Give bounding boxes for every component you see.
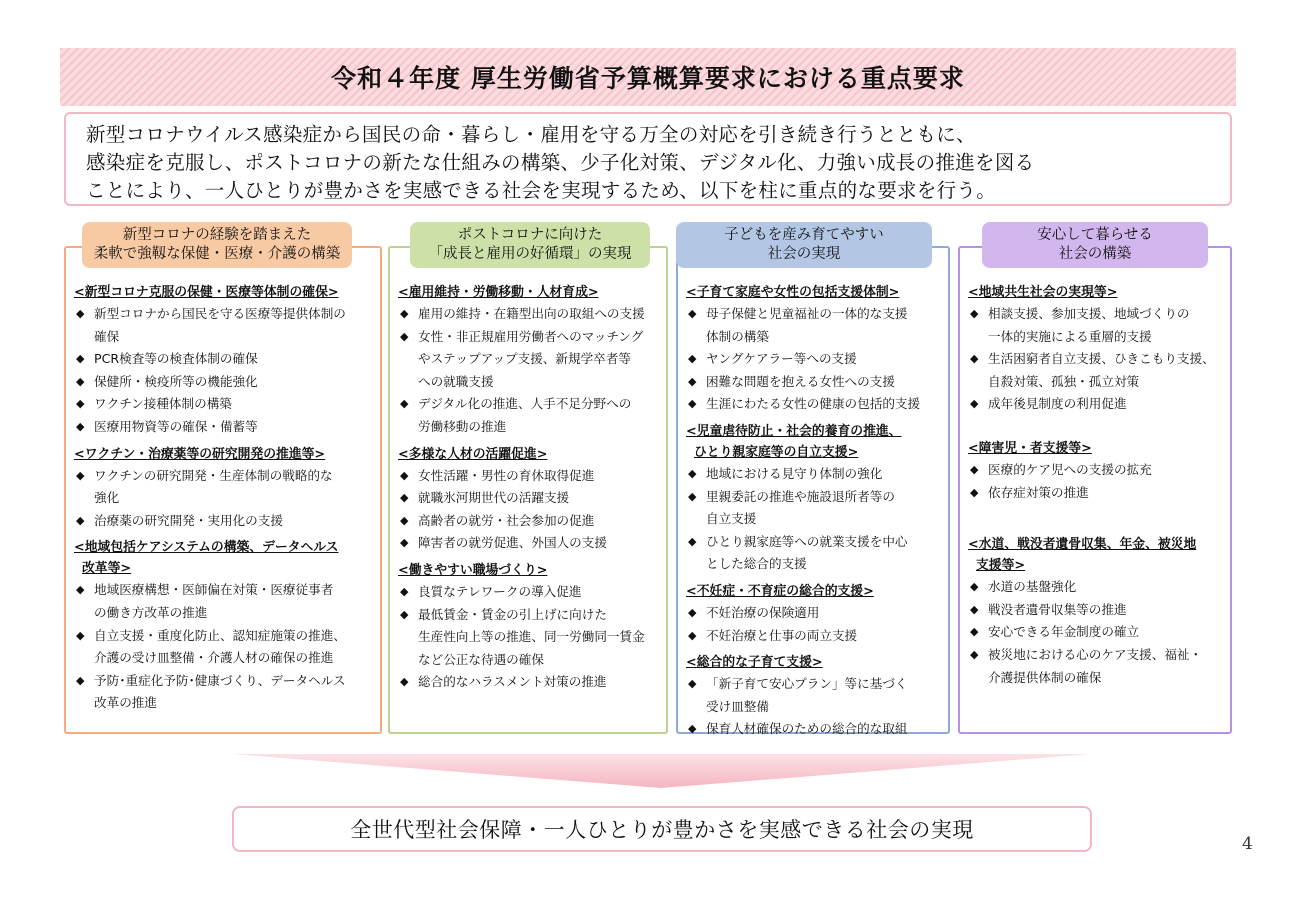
pillar-heading — [982, 222, 1208, 268]
intro-line: ことにより、一人ひとりが豊かさを実感できる社会を実現するため、以下を柱に重点的な要求を行う。 — [86, 179, 997, 202]
diamond-bullet-icon: ◆ — [688, 534, 697, 548]
section-title — [398, 282, 658, 303]
item-list — [74, 465, 372, 533]
diamond-bullet-icon: ◆ — [688, 307, 697, 320]
list-item-line: 自殺対策、孤独・孤立対策 — [988, 373, 1140, 389]
diamond-bullet-icon: ◆ — [970, 625, 979, 639]
list-item — [74, 510, 372, 533]
list-item-line: 医療用物資等の確保・備蓄等 — [94, 418, 258, 434]
item-list — [686, 602, 940, 647]
list-item — [686, 673, 940, 718]
section-title-line: <地域包括ケアシステムの構築、データヘルス — [74, 540, 339, 556]
diamond-bullet-icon: ◆ — [76, 419, 85, 433]
diamond-bullet-icon: ◆ — [76, 307, 85, 320]
list-item — [968, 621, 1222, 644]
section-title-line: <新型コロナ克服の保健・医療等体制の確保> — [74, 285, 339, 300]
list-item-line: 総合的なハラスメント対策の推進 — [418, 674, 607, 690]
diamond-bullet-icon: ◆ — [400, 329, 409, 343]
list-item — [686, 393, 940, 416]
list-item — [686, 486, 940, 531]
section-title-line: <水道、戦没者遺骨収集、年金、被災地 — [968, 537, 1197, 553]
section-title-line: <障害児・者支援等> — [968, 440, 1092, 456]
item-list — [686, 303, 940, 416]
pillar-heading — [82, 222, 352, 268]
intro-line: 感染症を克服し、ポストコロナの新たな仕組みの構築、少子化対策、デジタル化、力強い成長の推進を図る — [86, 151, 1035, 174]
list-item-line: 安心できる年金制度の確立 — [988, 624, 1140, 640]
list-item — [968, 644, 1222, 689]
list-item — [968, 576, 1222, 599]
section-title — [686, 421, 940, 463]
list-item-line: など公正な待遇の確保 — [418, 651, 544, 667]
list-item — [74, 670, 372, 715]
section-title-line: 支援等> — [976, 558, 1026, 574]
list-item — [398, 532, 658, 555]
item-list — [968, 459, 1222, 504]
diamond-bullet-icon: ◆ — [688, 722, 697, 736]
diamond-bullet-icon: ◆ — [970, 580, 979, 594]
list-item — [74, 303, 372, 348]
list-item-line: 相談支援、参加支援、地域づくりの — [988, 306, 1190, 321]
list-item — [686, 602, 940, 625]
list-item-line: PCR検査等の検査体制の確保 — [94, 351, 258, 367]
pillar-heading-line: 子どもを産み育てやすい — [724, 227, 884, 243]
page-title: 令和４年度 厚生労働省予算概算要求における重点要求 — [331, 64, 965, 93]
list-item-line: 不妊治療の保険適用 — [706, 604, 820, 620]
pillar-body — [388, 246, 668, 734]
list-item-line: 労働移動の推進 — [418, 418, 507, 434]
diamond-bullet-icon: ◆ — [400, 307, 409, 320]
list-item — [74, 465, 372, 510]
list-item — [968, 459, 1222, 482]
diamond-bullet-icon: ◆ — [688, 489, 697, 503]
list-item-line: 成年後見制度の利用促進 — [988, 396, 1127, 412]
diamond-bullet-icon: ◆ — [970, 485, 979, 499]
item-list — [74, 303, 372, 439]
list-item — [74, 393, 372, 416]
list-item — [686, 348, 940, 371]
diamond-bullet-icon: ◆ — [688, 677, 697, 691]
pillar-heading-line: 社会の構築 — [1058, 246, 1132, 262]
list-item-line: 生産性向上等の推進、同一労働同一賃金 — [418, 629, 645, 645]
list-item-line: への就職支援 — [418, 373, 494, 389]
list-item — [398, 604, 658, 672]
list-item-line: とした総合的支援 — [706, 556, 807, 572]
pillar-heading-line: ポストコロナに向けた — [457, 227, 603, 243]
section-title — [686, 581, 940, 602]
list-item — [398, 671, 658, 694]
list-item-line: やステップアップ支援、新規学卒者等 — [418, 351, 631, 367]
pillar-body — [958, 246, 1232, 734]
list-item — [398, 581, 658, 604]
list-item-line: 治療薬の研究開発・実用化の支援 — [94, 512, 283, 528]
item-list — [968, 303, 1222, 416]
section-title-line: 改革等> — [82, 561, 132, 577]
list-item-line: 地域における見守り体制の強化 — [706, 465, 883, 481]
section-title — [968, 534, 1222, 576]
item-list — [398, 465, 658, 555]
list-item-line: ワクチンの研究開発・生産体制の戦略的な — [94, 467, 333, 483]
intro-box — [64, 112, 1232, 206]
list-item-line: 水道の基盤強化 — [988, 579, 1077, 595]
list-item — [74, 579, 372, 624]
list-item — [686, 531, 940, 576]
list-item-line: ワクチン接種体制の構築 — [94, 396, 232, 412]
list-item-line: 就職氷河期世代の活躍支援 — [418, 490, 570, 506]
list-item-line: 保育人材確保のための総合的な取組 — [706, 721, 908, 737]
diamond-bullet-icon: ◆ — [76, 673, 85, 687]
section-title — [686, 652, 940, 673]
diamond-bullet-icon: ◆ — [970, 462, 979, 476]
diamond-bullet-icon: ◆ — [76, 583, 85, 597]
list-item-line: 確保 — [94, 328, 120, 344]
pillar-body — [676, 246, 950, 737]
list-item-line: 体制の構築 — [706, 328, 769, 344]
list-item-line: 困難な問題を抱える女性への支援 — [706, 373, 895, 389]
diamond-bullet-icon: ◆ — [76, 397, 85, 411]
diamond-bullet-icon: ◆ — [970, 647, 979, 661]
list-item-line: ひとり親家庭等への就業支援を中心 — [706, 533, 908, 549]
list-item-line: 不妊治療と仕事の両立支援 — [706, 627, 858, 643]
list-item-line: ヤングケアラー等への支援 — [706, 351, 857, 367]
list-item-line: 女性活躍・男性の育休取得促進 — [418, 467, 595, 483]
conclusion-text: 全世代型社会保障・一人ひとりが豊かさを実感できる社会の実現 — [350, 818, 974, 842]
intro-line: 新型コロナウイルス感染症から国民の命・暮らし・雇用を守る万全の対応を引き続き行うとともに、 — [86, 123, 976, 146]
diamond-bullet-icon: ◆ — [400, 536, 409, 550]
item-list — [74, 579, 372, 715]
diamond-bullet-icon: ◆ — [688, 466, 697, 480]
list-item-line: 最低賃金・賃金の引上げに向けた — [418, 606, 607, 622]
list-item — [968, 303, 1222, 348]
item-list — [686, 463, 940, 576]
list-item — [968, 599, 1222, 622]
list-item — [686, 371, 940, 394]
diamond-bullet-icon: ◆ — [970, 602, 979, 616]
list-item-line: の働き方改革の推進 — [94, 604, 208, 620]
diamond-bullet-icon: ◆ — [970, 397, 979, 411]
diamond-bullet-icon: ◆ — [688, 352, 697, 366]
diamond-bullet-icon: ◆ — [400, 397, 409, 411]
list-item — [74, 371, 372, 394]
pillar-heading — [676, 222, 932, 268]
page-number: 4 — [1242, 834, 1253, 854]
list-item-line: 地域医療構想・医師偏在対策・医療従事者 — [94, 582, 334, 598]
list-item-line: 受け皿整備 — [706, 698, 769, 714]
diamond-bullet-icon: ◆ — [970, 352, 979, 366]
list-item-line: 改革の推進 — [94, 695, 157, 711]
diamond-bullet-icon: ◆ — [76, 628, 85, 642]
section-title-line: ひとり親家庭等の自立支援> — [694, 444, 859, 460]
list-item-line: 母子保健と児童福祉の一体的な支援 — [706, 306, 908, 321]
list-item-line: 医療的ケア児への支援の拡充 — [988, 461, 1152, 477]
item-list — [968, 576, 1222, 689]
section-title-line: <児童虐待防止・社会的養育の推進、 — [686, 423, 902, 439]
list-item-line: 「新子育て安心プラン」等に基づく — [706, 676, 908, 692]
list-item — [686, 303, 940, 348]
list-item — [398, 303, 658, 326]
list-item-line: 被災地における心のケア支援、福祉・ — [988, 646, 1203, 662]
list-item-line: 強化 — [94, 490, 120, 506]
pillar-heading — [410, 222, 650, 268]
section-title — [968, 282, 1222, 303]
list-item — [74, 348, 372, 371]
diamond-bullet-icon: ◆ — [400, 468, 409, 482]
list-item — [74, 416, 372, 439]
down-arrow-icon — [232, 754, 1090, 788]
diamond-bullet-icon: ◆ — [400, 491, 409, 505]
list-item-line: 一体的実施による重層的支援 — [988, 328, 1152, 344]
list-item-line: 介護提供体制の確保 — [988, 669, 1102, 685]
diamond-bullet-icon: ◆ — [76, 513, 85, 527]
section-title — [968, 438, 1222, 459]
item-list — [686, 673, 940, 741]
section-title-line: <雇用維持・労働移動・人材育成> — [398, 285, 599, 300]
pillar-heading-line: 安心して暮らせる — [1037, 227, 1153, 243]
section-title — [74, 444, 372, 465]
diamond-bullet-icon: ◆ — [76, 352, 85, 366]
conclusion-box — [232, 806, 1092, 852]
list-item — [686, 718, 940, 741]
list-item-line: 女性・非正規雇用労働者へのマッチング — [418, 328, 644, 344]
list-item — [398, 510, 658, 533]
diamond-bullet-icon: ◆ — [400, 675, 409, 689]
list-item-line: 予防･重症化予防･健康づくり、データヘルス — [94, 672, 346, 688]
list-item-line: 戦没者遺骨収集等の推進 — [988, 601, 1127, 617]
list-item-line: 生涯にわたる女性の健康の包括的支援 — [706, 396, 921, 412]
list-item-line: 保健所・検疫所等の機能強化 — [94, 373, 258, 389]
section-title — [398, 560, 658, 581]
item-list — [398, 581, 658, 694]
diamond-bullet-icon: ◆ — [76, 374, 85, 388]
section-title — [74, 537, 372, 579]
pillar-heading-line: 新型コロナの経験を踏まえた — [122, 227, 312, 243]
title-band — [60, 48, 1236, 106]
list-item — [398, 465, 658, 488]
diamond-bullet-icon: ◆ — [400, 607, 409, 621]
diamond-bullet-icon: ◆ — [400, 513, 409, 527]
section-title-line: <不妊症・不育症の総合的支援> — [686, 583, 874, 599]
section-title — [398, 444, 658, 465]
list-item-line: 雇用の維持・在籍型出向の取組への支援 — [418, 306, 645, 321]
section-title — [74, 282, 372, 303]
list-item-line: デジタル化の推進、人手不足分野への — [418, 396, 632, 412]
section-title-line: <子育て家庭や女性の包括支援体制> — [686, 285, 900, 300]
list-item — [968, 482, 1222, 505]
section-title-line: <地域共生社会の実現等> — [968, 285, 1118, 300]
diamond-bullet-icon: ◆ — [688, 397, 697, 411]
list-item-line: 高齢者の就労・社会参加の促進 — [418, 512, 595, 528]
diamond-bullet-icon: ◆ — [688, 605, 697, 619]
section-title — [686, 282, 940, 303]
list-item — [74, 625, 372, 670]
diamond-bullet-icon: ◆ — [970, 307, 979, 320]
diamond-bullet-icon: ◆ — [688, 628, 697, 642]
pillar-body — [64, 246, 382, 734]
list-item — [398, 487, 658, 510]
diamond-bullet-icon: ◆ — [400, 584, 409, 598]
section-title-line: <働きやすい職場づくり> — [398, 562, 548, 578]
list-item-line: 自立支援・重度化防止、認知症施策の推進、 — [94, 627, 346, 643]
list-item-line: 生活困窮者自立支援、ひきこもり支援、 — [988, 351, 1215, 367]
diamond-bullet-icon: ◆ — [688, 374, 697, 388]
pillar-heading-line: 社会の実現 — [767, 246, 841, 262]
section-title-line: <総合的な子育て支援> — [686, 655, 823, 671]
list-item — [686, 625, 940, 648]
list-item-line: 新型コロナから国民を守る医療等提供体制の — [94, 306, 346, 321]
section-title-line: <ワクチン・治療薬等の研究開発の推進等> — [74, 446, 326, 462]
list-item — [398, 326, 658, 394]
list-item-line: 自立支援 — [706, 511, 757, 527]
list-item — [968, 348, 1222, 393]
list-item — [686, 463, 940, 486]
list-item-line: 依存症対策の推進 — [988, 484, 1089, 500]
list-item-line: 介護の受け皿整備・介護人材の確保の推進 — [94, 650, 334, 666]
item-list — [398, 303, 658, 439]
pillar-heading-line: 柔軟で強靱な保健・医療・介護の構築 — [93, 246, 341, 262]
section-title-line: <多様な人材の活躍促進> — [398, 446, 548, 462]
list-item-line: 良質なテレワークの導入促進 — [418, 583, 582, 599]
list-item-line: 里親委託の推進や施設退所者等の — [706, 488, 895, 504]
pillar-heading-line: 「成長と雇用の好循環」の実現 — [428, 246, 632, 262]
list-item — [968, 393, 1222, 416]
list-item-line: 障害者の就労促進、外国人の支援 — [418, 535, 607, 551]
diamond-bullet-icon: ◆ — [76, 468, 85, 482]
list-item — [398, 393, 658, 438]
